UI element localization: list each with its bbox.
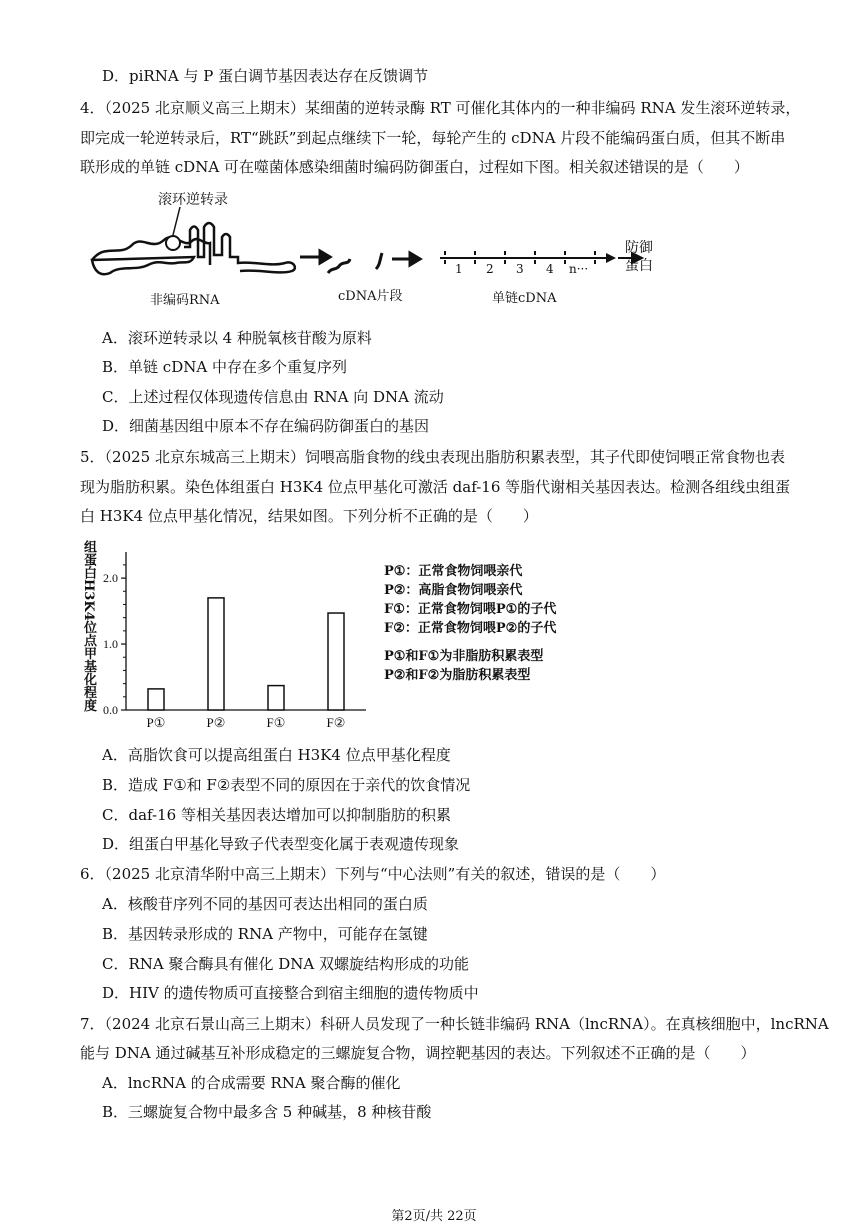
defense-protein-label-2: 蛋白: [625, 258, 653, 274]
ncrna-stemloops: [184, 223, 295, 272]
rolling-rt-label: 滚环逆转录: [158, 192, 228, 208]
q7-option-b: B．三螺旋复合物中最多含 5 种碱基，8 种核苷酸: [102, 1103, 432, 1121]
q7-option-a: A．lncRNA 的合成需要 RNA 聚合酶的催化: [102, 1074, 401, 1092]
bar-2: [208, 598, 224, 710]
q5-stem-line-1: 5．（2025 北京东城高三上期末）饲喂高脂食物的线虫表现出脂肪积累表型，其子代即使饲喂正常食物也表: [80, 448, 785, 466]
chart-y-axis-label: 组蛋白H3K4位点甲基化程度: [81, 540, 96, 712]
cdna-fragment-squiggle: [328, 259, 350, 273]
q7-stem-line-1: 7．（2024 北京石景山高三上期末）科研人员发现了一种长链非编码 RNA（lncRNA）。在真核细胞中，lncRNA: [80, 1015, 829, 1033]
methylation-bar-chart: [96, 540, 376, 740]
bar-3: [268, 686, 284, 710]
rolling-pointer: [173, 207, 180, 235]
q6-option-c: C．RNA 聚合酶具有催化 DNA 双螺旋结构形成的功能: [102, 955, 470, 973]
legend-f1: F①：正常食物饲喂P①的子代: [384, 602, 557, 617]
ss-cdna-label: 单链cDNA: [492, 291, 557, 306]
y-tick-label: 2.0: [103, 571, 118, 586]
q5-stem-line-3: 白 H3K4 位点甲基化情况，结果如图。下列分析不正确的是（ ）: [80, 507, 538, 525]
x-tick-label: F②: [326, 715, 346, 730]
q4-stem-line-1: 4．（2025 北京顺义高三上期末）某细菌的逆转录酶 RT 可催化其体内的一种非编码 RNA 发生滚环逆转录，: [80, 99, 801, 117]
x-tick-label: P①: [146, 715, 166, 730]
rt-enzyme-circle: [166, 236, 180, 250]
q4-stem-line-2: 即完成一轮逆转录后，RT“跳跃”到起点继续下一轮，每轮产生的 cDNA 片段不能编码蛋白质，但其不断串: [80, 129, 786, 147]
q5-option-a: A．高脂饮食可以提高组蛋白 H3K4 位点甲基化程度: [102, 746, 451, 764]
legend-p1: P①：正常食物饲喂亲代: [384, 564, 523, 579]
q5-option-d: D．组蛋白甲基化导致子代表型变化属于表观遗传现象: [102, 835, 460, 853]
q4-option-a: A．滚环逆转录以 4 种脱氧核苷酸为原料: [102, 329, 372, 347]
q3-option-d: D．piRNA 与 P 蛋白调节基因表达存在反馈调节: [102, 67, 429, 85]
ss-cdna-arrowhead: [606, 253, 616, 263]
legend-p2: P②：高脂食物饲喂亲代: [384, 583, 523, 598]
x-tick-label: F①: [266, 715, 286, 730]
q4-option-c: C．上述过程仅体现遗传信息由 RNA 向 DNA 流动: [102, 388, 444, 406]
arrow-2: [392, 253, 420, 265]
legend-nonfat-phenotype: P①和F①为非脂肪积累表型: [384, 649, 544, 664]
page-number: 第2页/共 22页: [391, 1209, 477, 1224]
legend-fat-phenotype: P②和F②为脂肪积累表型: [384, 668, 531, 683]
arrow-1: [300, 251, 330, 263]
q5-option-b: B．造成 F①和 F②表型不同的原因在于亲代的饮食情况: [102, 776, 471, 794]
segment-label: 3: [516, 262, 524, 276]
bar-4: [328, 613, 344, 710]
q5-option-c: C．daf-16 等相关基因表达增加可以抑制脂肪的积累: [102, 806, 451, 824]
segment-label: 2: [486, 262, 494, 276]
q6-stem: 6．（2025 北京清华附中高三上期末）下列与“中心法则”有关的叙述，错误的是（ ）: [80, 865, 666, 883]
segment-label: n···: [569, 262, 589, 276]
ncrna-label: 非编码RNA: [150, 293, 220, 308]
q7-stem-line-2: 能与 DNA 通过碱基互补形成稳定的三螺旋复合物，调控靶基因的表达。下列叙述不正确的是（ ）: [80, 1044, 756, 1062]
y-tick-label: 0.0: [103, 703, 118, 717]
q6-option-b: B．基因转录形成的 RNA 产物中，可能存在氢键: [102, 925, 428, 943]
defense-protein-label-1: 防御: [625, 240, 653, 256]
segment-label: 4: [546, 262, 554, 276]
cdna-fragment-curl: [376, 253, 382, 269]
bar-1: [148, 689, 164, 710]
segment-label: 1: [455, 262, 463, 276]
legend-f2: F②：正常食物饲喂P②的子代: [384, 621, 557, 636]
y-tick-label: 1.0: [103, 637, 118, 652]
q6-option-d: D．HIV 的遗传物质可直接整合到宿主细胞的遗传物质中: [102, 984, 479, 1002]
q4-option-d: D．细菌基因组中原本不存在编码防御蛋白的基因: [102, 417, 430, 435]
q4-option-b: B．单链 cDNA 中存在多个重复序列: [102, 358, 347, 376]
q5-stem-line-2: 现为脂肪积累。染色体组蛋白 H3K4 位点甲基化可激活 daf-16 等脂代谢相关基因表达。检测各组线虫组蛋: [80, 478, 791, 496]
ncrna-strand: [92, 237, 210, 274]
x-tick-label: P②: [206, 715, 226, 730]
cdna-fragment-label: cDNA片段: [338, 289, 403, 304]
q4-stem-line-3: 联形成的单链 cDNA 可在噬菌体感染细菌时编码防御蛋白，过程如下图。相关叙述错误的是（ ）: [80, 158, 749, 176]
q6-option-a: A．核酸苷序列不同的基因可表达出相同的蛋白质: [102, 895, 428, 913]
q4-figure: [80, 185, 700, 310]
